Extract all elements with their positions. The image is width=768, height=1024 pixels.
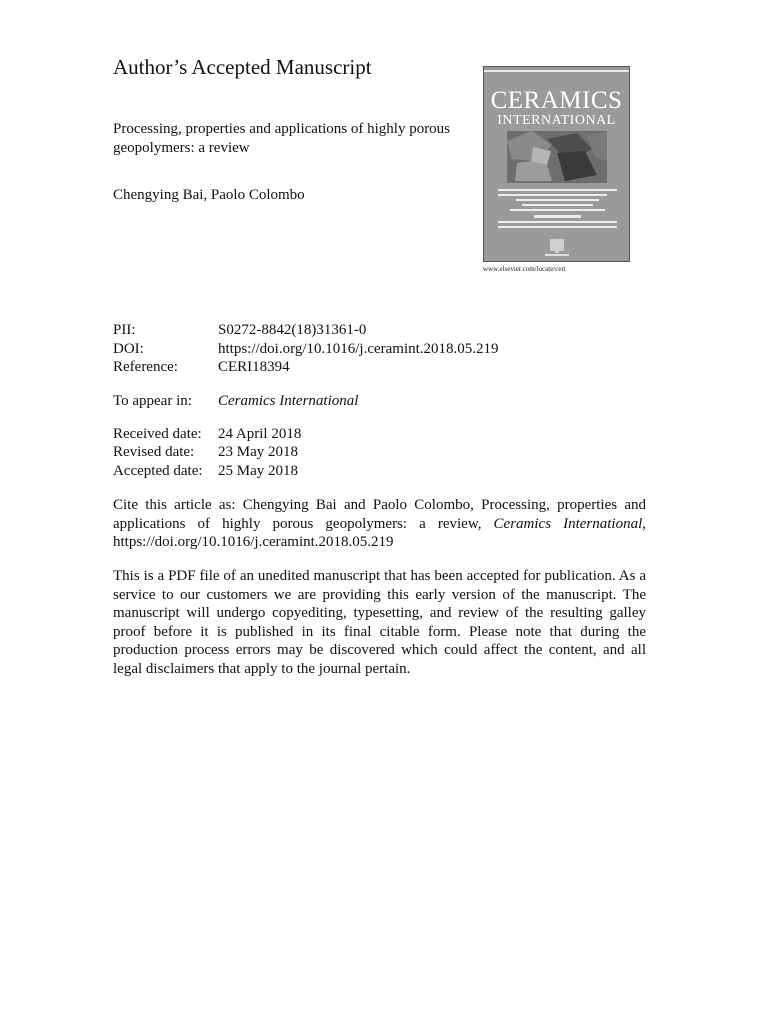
citation-text: Cite this article as: Chengying Bai and Paolo Colombo, Processing, properties and applications of highly porous geopolymers: a review, xyxy=(113,497,646,532)
citation-journal: Ceramics International, xyxy=(493,515,647,532)
publisher-logo xyxy=(542,237,572,257)
reference-label: Reference: xyxy=(113,359,178,375)
received-date-value: 24 April 2018 xyxy=(218,426,302,442)
revised-date-value: 23 May 2018 xyxy=(218,444,298,460)
cover-editor-text xyxy=(498,215,617,231)
disclaimer-paragraph: This is a PDF file of an unedited manuscript that has been accepted for publication. As a service to our customers we are providing this early version of the manuscript. The manuscript will undergo copyediting, typesetting, and review of the resulting galley proof before it is published in its final citable form. Please note that during the production process errors may be discovered which could affect the content, and all legal disclaimers that apply to the journal pertain. xyxy=(113,568,646,677)
doi-value[interactable]: https://doi.org/10.1016/j.ceramint.2018.05.219 xyxy=(218,341,499,357)
pii-label: PII: xyxy=(113,322,136,338)
revised-date-label: Revised date: xyxy=(113,444,195,460)
citation-paragraph xyxy=(113,496,646,552)
article-authors: Chengying Bai, Paolo Colombo xyxy=(113,187,305,203)
cover-title-line2: INTERNATIONAL xyxy=(497,113,616,128)
appear-in-value: Ceramics International xyxy=(218,393,359,409)
journal-cover xyxy=(483,66,630,262)
cover-title-line1: CERAMICS xyxy=(490,87,623,114)
appear-in-label: To appear in: xyxy=(113,393,192,409)
received-date-label: Received date: xyxy=(113,426,202,442)
cover-top-rule xyxy=(484,70,629,72)
cover-micrograph-image xyxy=(507,131,607,183)
citation-doi[interactable]: https://doi.org/10.1016/j.ceramint.2018.05.219 xyxy=(113,534,394,550)
article-title: Processing, properties and applications of highly porous geopolymers: a review xyxy=(113,121,451,156)
doi-label: DOI: xyxy=(113,341,144,357)
accepted-date-value: 25 May 2018 xyxy=(218,463,298,479)
accepted-date-label: Accepted date: xyxy=(113,463,203,479)
cover-description-text xyxy=(498,189,617,214)
reference-value: CERI18394 xyxy=(218,359,290,375)
pii-value: S0272-8842(18)31361-0 xyxy=(218,322,367,338)
journal-url: www.elsevier.com/locate/ceri xyxy=(483,265,566,273)
manuscript-heading: Author’s Accepted Manuscript xyxy=(113,55,372,79)
